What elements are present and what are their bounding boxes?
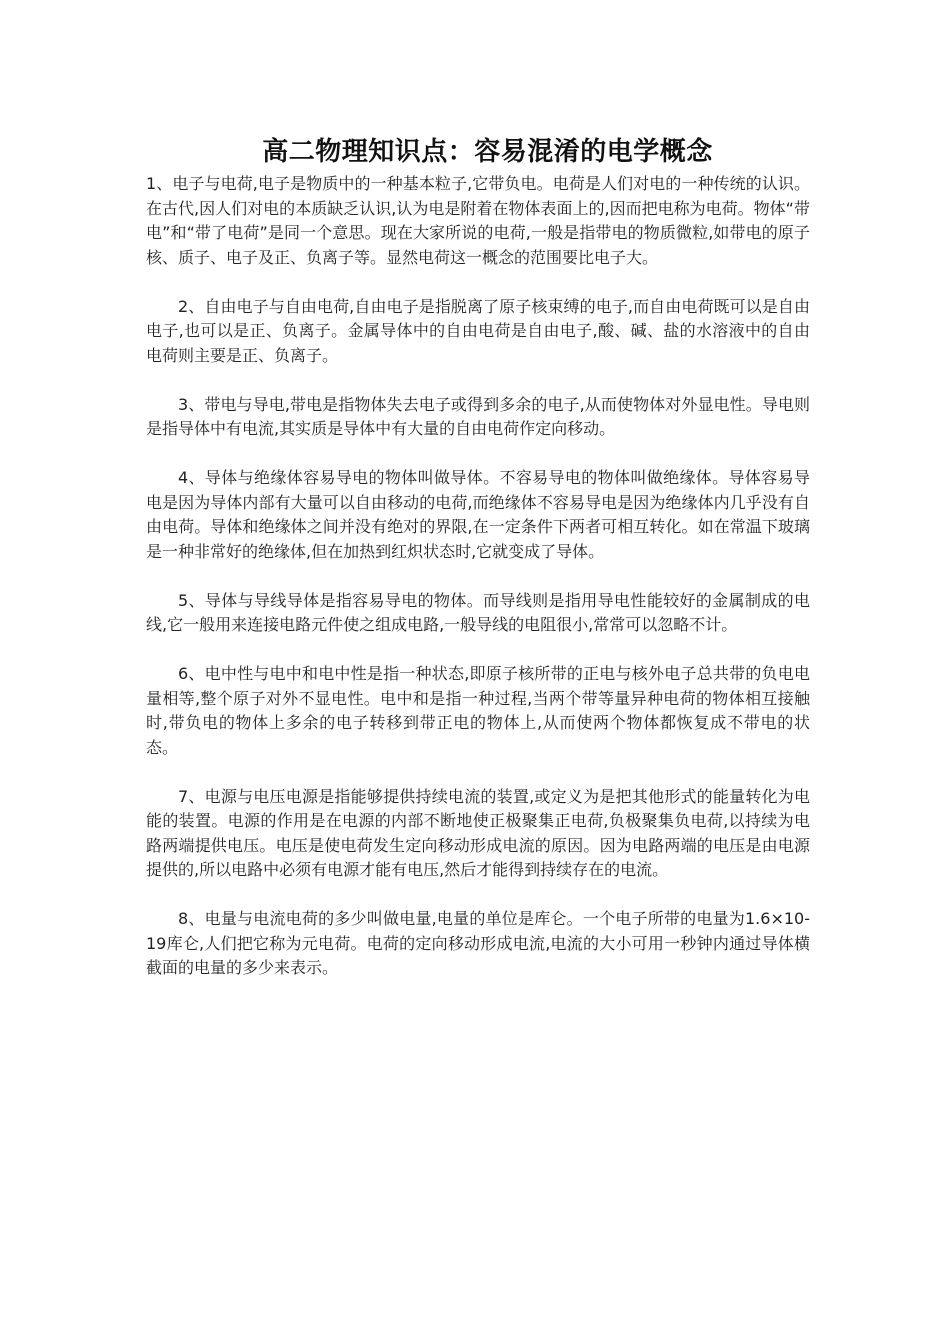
paragraph-2: 2、自由电子与自由电荷,自由电子是指脱离了原子核束缚的电子,而自由电荷既可以是自由电子,也可以是正、负离子。金属导体中的自由电荷是自由电子,酸、碱、盐的水溶液中的自由电荷则主要是正、负离子。	[146, 296, 810, 365]
paragraph-3: 3、带电与导电,带电是指物体失去电子或得到多余的电子,从而使物体对外显电性。导电则是指导体中有电流,其实质是导体中有大量的自由电荷作定向移动。	[146, 394, 810, 438]
paragraph-5: 5、导体与导线导体是指容易导电的物体。而导线则是指用导电性能较好的金属制成的电线,它一般用来连接电路元件使之组成电路,一般导线的电阻很小,常常可以忽略不计。	[146, 590, 810, 634]
document-title: 高二物理知识点：容易混淆的电学概念	[262, 137, 713, 167]
document-body	[146, 172, 810, 1005]
paragraph-7: 7、电源与电压电源是指能够提供持续电流的装置,或定义为是把其他形式的能量转化为电能的装置。电源的作用是在电源的内部不断地使正极聚集正电荷,负极聚集负电荷,以持续为电路两端提供电压。电压是使电荷发生定向移动形成电流的原因。因为电路两端的电压是由电源提供的,所以电路中必须有电源才能有电压,然后才能得到持续存在的电流。	[146, 786, 810, 879]
paragraph-4: 4、导体与绝缘体容易导电的物体叫做导体。不容易导电的物体叫做绝缘体。导体容易导电是因为导体内部有大量可以自由移动的电荷,而绝缘体不容易导电是因为绝缘体内几乎没有自由电荷。导体和绝缘体之间并没有绝对的界限,在一定条件下两者可相互转化。如在常温下玻璃是一种非常好的绝缘体,但在加热到红炽状态时,它就变成了导体。	[146, 468, 810, 561]
paragraph-6: 6、电中性与电中和电中性是指一种状态,即原子核所带的正电与核外电子总共带的负电电量相等,整个原子对外不显电性。电中和是指一种过程,当两个带等量异种电荷的物体相互接触时,带负电的物体上多余的电子转移到带正电的物体上,从而使两个物体都恢复成不带电的状态。	[146, 664, 810, 757]
paragraph-8: 8、电量与电流电荷的多少叫做电量,电量的单位是库仑。一个电子所带的电量为1.6×10-19库仑,人们把它称为元电荷。电荷的定向移动形成电流,电流的大小可用一秒钟内通过导体横截面的电量的多少来表示。	[146, 909, 810, 977]
paragraph-1: 1、电子与电荷,电子是物质中的一种基本粒子,它带负电。电荷是人们对电的一种传统的认识。在古代,因人们对电的本质缺乏认识,认为电是附着在物体表面上的,因而把电称为电荷。物体“带电”和“带了电荷”是同一个意思。现在大家所说的电荷,一般是指带电的物质微粒,如带电的原子核、质子、电子及正、负离子等。显然电荷这一概念的范围要比电子大。	[146, 174, 810, 267]
